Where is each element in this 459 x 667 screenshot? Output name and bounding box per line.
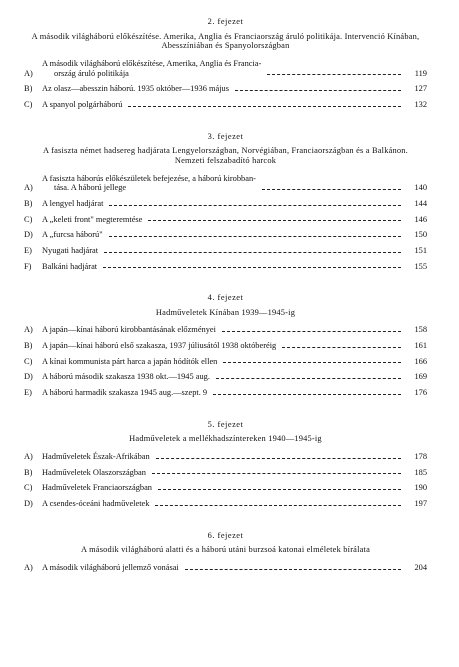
entry-title: A lengyel hadjárat — [42, 198, 104, 208]
chapter-section — [24, 14, 427, 113]
dash-leader — [152, 472, 401, 474]
toc-entry[interactable] — [24, 480, 427, 496]
entry-page-number: 161 — [414, 341, 427, 351]
entry-page-number: 146 — [414, 214, 427, 224]
entry-text-wrap — [42, 174, 407, 193]
toc-entry[interactable] — [24, 449, 427, 465]
entry-text — [42, 372, 210, 382]
chapter-number: 2. fejezet — [207, 17, 244, 26]
dash-leader — [148, 219, 401, 221]
dash-leader — [223, 361, 401, 363]
entry-text-wrap — [42, 230, 407, 240]
entry-letter: C) — [24, 99, 33, 109]
chapter-title: A második világháború alatti és a háború utáni burzsoá katonai elméletek bírálata — [81, 545, 370, 555]
entry-page-number: 127 — [414, 84, 427, 94]
entry-letter: E) — [24, 388, 32, 398]
entry-page-number: 155 — [414, 261, 427, 271]
entry-text — [42, 230, 103, 240]
entry-letter: B) — [24, 198, 33, 208]
toc-entry[interactable] — [24, 81, 427, 97]
dash-leader — [216, 377, 401, 379]
entry-letter: B) — [24, 84, 33, 94]
entry-title: A „furcsa háború" — [42, 230, 103, 240]
toc-entry[interactable] — [24, 369, 427, 385]
dash-leader — [128, 105, 401, 107]
entry-text-wrap — [42, 84, 407, 94]
entry-title: A „keleti front" megteremtése — [42, 214, 143, 224]
dash-leader — [156, 457, 401, 459]
entry-text-wrap — [42, 388, 407, 398]
dash-leader — [222, 330, 401, 332]
entry-page-number: 169 — [414, 372, 427, 382]
entry-letter: D) — [24, 230, 33, 240]
entry-text-wrap — [42, 483, 407, 493]
entry-list — [24, 560, 427, 576]
entry-text — [42, 468, 146, 478]
toc-entry[interactable] — [24, 322, 427, 338]
toc-entry[interactable] — [24, 243, 427, 259]
entry-text — [42, 262, 97, 272]
dash-leader — [104, 251, 401, 253]
chapter-section — [24, 528, 427, 576]
toc-entry[interactable] — [24, 196, 427, 212]
chapter-title: A második világháború előkészítése. Amerika, Anglia és Franciaország áruló politikája. Intervenció Kínában, Abesszíniában és Spanyolországban — [31, 31, 420, 51]
entry-text — [42, 199, 103, 209]
toc-entry[interactable] — [24, 171, 427, 196]
entry-text — [42, 499, 149, 509]
entry-text — [42, 100, 122, 110]
entry-list — [24, 322, 427, 400]
entry-title: A japán—kínai háború kirobbantásának előzményei — [42, 325, 216, 335]
entry-text-wrap — [42, 357, 407, 367]
entry-text — [42, 246, 98, 256]
entry-page-number: 132 — [414, 99, 427, 109]
dash-leader — [235, 89, 401, 91]
entry-page-number: 144 — [414, 198, 427, 208]
entry-title: Nyugati hadjárat — [42, 245, 99, 255]
entry-page-number: 119 — [414, 68, 427, 78]
toc-entry[interactable] — [24, 496, 427, 512]
entry-letter: C) — [24, 214, 33, 224]
entry-text — [42, 325, 216, 335]
entry-page-number: 204 — [414, 563, 427, 572]
toc-entry[interactable] — [24, 354, 427, 370]
entry-text — [42, 483, 152, 493]
entry-text — [42, 452, 150, 462]
toc-entry[interactable] — [24, 338, 427, 354]
entry-list — [24, 449, 427, 512]
entry-title: A kínai kommunista párt harca a japán hódítók ellen — [42, 356, 218, 366]
entry-letter: C) — [24, 483, 33, 493]
chapter-number: 4. fejezet — [207, 293, 244, 303]
entry-page-number: 166 — [414, 356, 427, 366]
dash-leader — [185, 568, 401, 570]
entry-title-continued: ország áruló politikája — [54, 68, 129, 78]
chapter-section — [24, 290, 427, 401]
chapter-title: Hadműveletek Kínában 1939—1945-ig — [155, 307, 296, 317]
entry-title: A háború harmadik szakasza 1945 aug.—szept. 9 — [42, 388, 208, 398]
entry-page-number: 176 — [414, 388, 427, 398]
entry-text — [42, 84, 229, 94]
dash-leader — [158, 488, 401, 490]
toc-entry[interactable] — [24, 465, 427, 481]
table-of-contents-page — [0, 14, 459, 667]
entry-letter: A) — [24, 563, 33, 572]
entry-text-wrap — [42, 563, 407, 573]
entry-letter: C) — [24, 356, 33, 366]
toc-entry[interactable] — [24, 259, 427, 275]
entry-title: Hadműveletek Olaszországban — [42, 467, 146, 477]
entry-letter: F) — [24, 261, 32, 271]
entry-title: Az olasz—abesszin háború. 1935 október—1936 május — [42, 84, 230, 94]
entry-text-wrap — [42, 325, 407, 335]
entry-list — [24, 56, 427, 113]
entry-text-wrap — [42, 59, 407, 78]
entry-text-wrap — [42, 100, 407, 110]
entry-text — [42, 215, 142, 225]
entry-page-number: 150 — [414, 230, 427, 240]
entry-text-wrap — [42, 372, 407, 382]
entry-page-number: 190 — [414, 483, 427, 493]
entry-text-wrap — [42, 452, 407, 462]
entry-text — [42, 357, 217, 367]
entry-letter: B) — [24, 467, 33, 477]
entry-list — [24, 171, 427, 275]
entry-text-wrap — [42, 199, 407, 209]
entry-page-number: 197 — [414, 499, 427, 509]
entry-title: A fasiszta háborús előkészületek befejezése, a háború kirobban- — [42, 173, 256, 183]
entry-title: Balkáni hadjárat — [42, 261, 98, 271]
chapter-section — [24, 417, 427, 512]
chapter-title: A fasiszta német hadsereg hadjárata Lengyelországban, Norvégiában, Franciaországban és a Balkánon. Nemzeti felszabadító harcok — [43, 146, 408, 165]
entry-letter: A) — [24, 452, 33, 462]
entry-title: A spanyol polgárháború — [42, 99, 123, 109]
entry-letter: E) — [24, 245, 32, 255]
toc-entry[interactable] — [24, 385, 427, 401]
entry-text — [42, 341, 276, 351]
entry-text — [42, 563, 179, 573]
entry-letter: B) — [24, 341, 33, 351]
entry-text-wrap — [42, 341, 407, 351]
chapter-section — [24, 129, 427, 275]
chapter-number: 6. fejezet — [207, 530, 244, 540]
entry-title: A háború második szakasza 1938 okt.—1945 aug. — [42, 372, 210, 382]
toc-entry[interactable] — [24, 212, 427, 228]
entry-page-number: 151 — [414, 245, 427, 255]
chapter-number: 3. fejezet — [207, 131, 244, 141]
dash-leader — [267, 73, 401, 75]
entry-text-wrap — [42, 468, 407, 478]
dash-leader — [262, 188, 401, 190]
toc-entry[interactable] — [24, 227, 427, 243]
entry-text-wrap — [42, 499, 407, 509]
entry-letter: D) — [24, 372, 33, 382]
entry-text-wrap — [42, 215, 407, 225]
entry-title: A második világháború jellemző vonásai — [42, 563, 179, 572]
entry-letter: A) — [24, 325, 33, 335]
entry-page-number: 140 — [414, 183, 427, 193]
entry-page-number: 185 — [414, 467, 427, 477]
entry-title: A csendes-óceáni hadműveletek — [42, 499, 150, 509]
dash-leader — [282, 346, 401, 348]
entry-page-number: 178 — [414, 452, 427, 462]
entry-text-wrap — [42, 262, 407, 272]
chapter-title: Hadműveletek a mellékhadszíntereken 1940—1945-ig — [129, 434, 322, 444]
dash-leader — [109, 235, 401, 237]
toc-entry[interactable] — [24, 56, 427, 81]
entry-letter: D) — [24, 499, 33, 509]
toc-entry[interactable] — [24, 97, 427, 113]
entry-text — [42, 388, 207, 398]
toc-entry[interactable] — [24, 560, 427, 576]
entry-text-wrap — [42, 246, 407, 256]
entry-text — [42, 59, 261, 78]
entry-page-number: 158 — [414, 325, 427, 335]
entry-title: A második világháború előkészítése, Amerika, Anglia és Francia- — [42, 58, 262, 68]
entry-title: Hadműveletek Észak-Afrikában — [42, 452, 150, 462]
entry-letter: A) — [24, 68, 33, 78]
entry-title: Hadműveletek Franciaországban — [42, 483, 152, 493]
entry-letter: A) — [24, 183, 33, 193]
dash-leader — [155, 504, 401, 506]
entry-title-continued: tása. A háború jellege — [54, 183, 127, 193]
dash-leader — [109, 204, 401, 206]
entry-text — [42, 174, 256, 193]
dash-leader — [103, 266, 401, 268]
dash-leader — [213, 393, 401, 395]
chapter-number: 5. fejezet — [207, 419, 244, 429]
entry-title: A japán—kínai háború első szakasza, 1937 júliusától 1938 októberéig — [42, 341, 277, 351]
